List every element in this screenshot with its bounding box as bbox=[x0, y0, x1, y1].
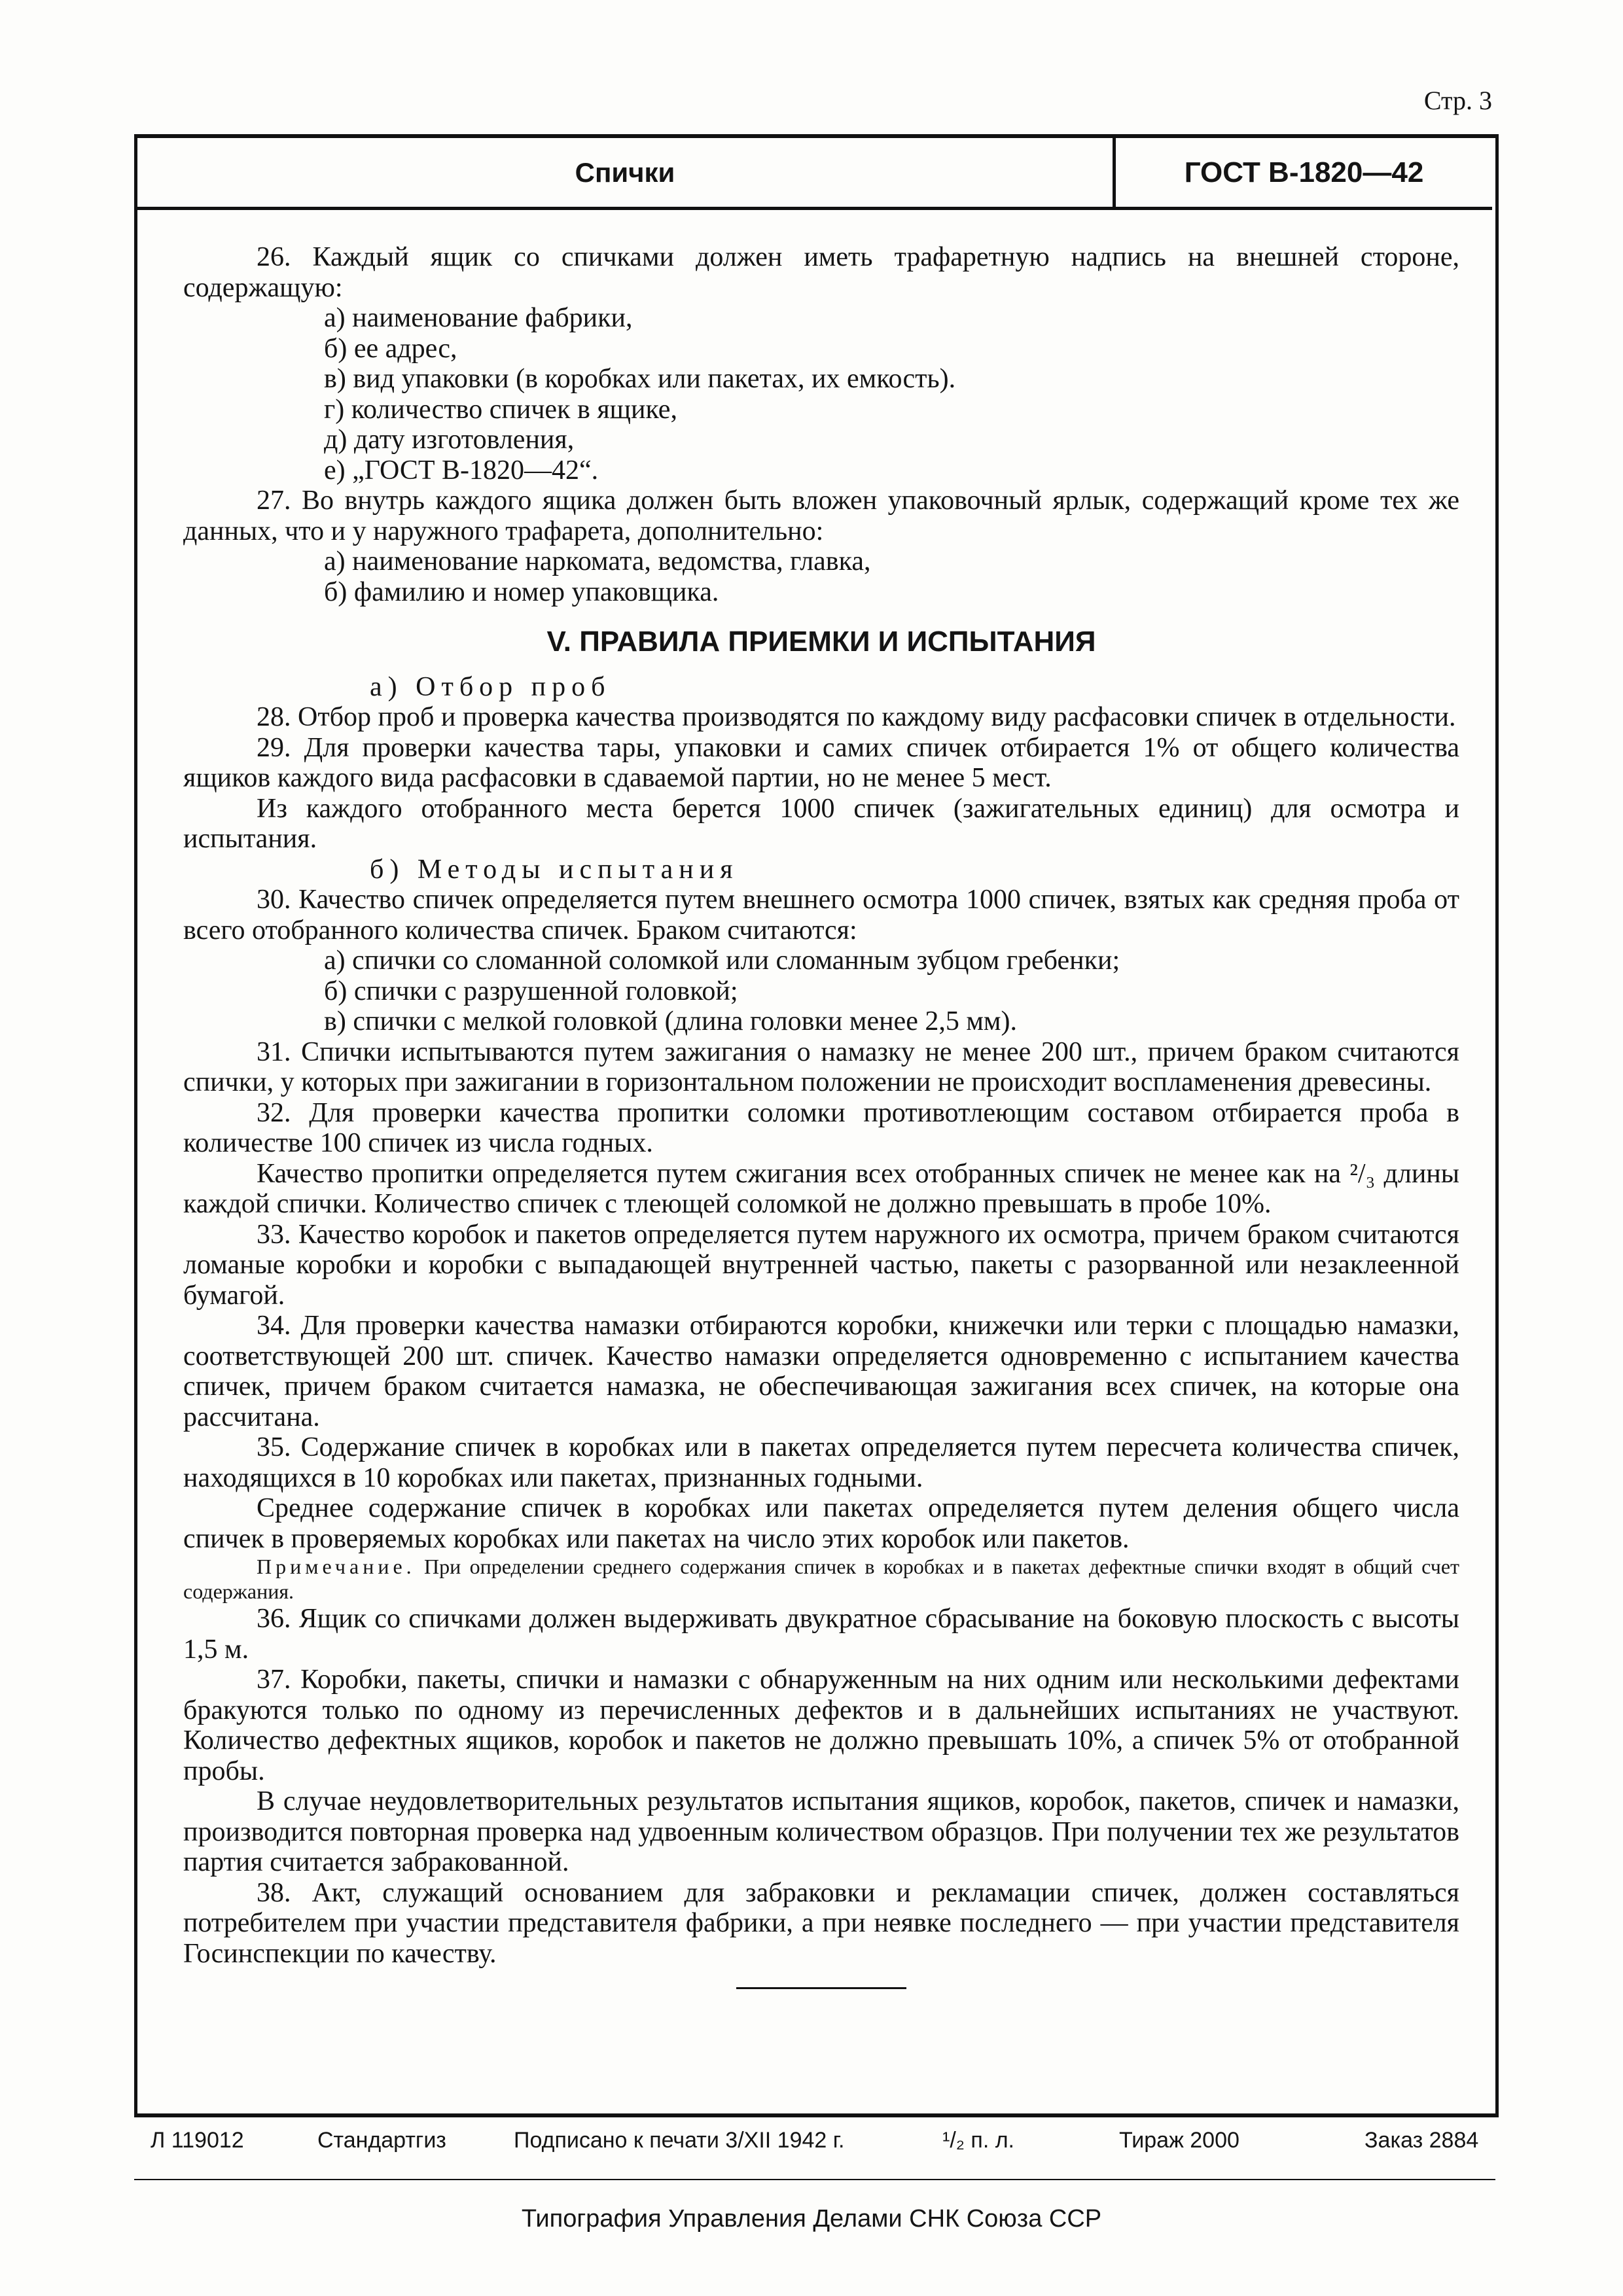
list-item: е) „ГОСТ В-1820—42“. bbox=[324, 455, 599, 486]
imprint-publisher: Стандартгиз bbox=[317, 2128, 446, 2153]
imprint-line bbox=[151, 2128, 1486, 2161]
imprint-order: Заказ 2884 bbox=[1364, 2128, 1479, 2153]
imprint-sheets: ¹/₂ п. л. bbox=[942, 2128, 1015, 2153]
list-item: б) ее адрес, bbox=[324, 333, 457, 364]
list-item: г) количество спичек в ящике, bbox=[324, 394, 677, 425]
paragraph: 30. Качество спичек определяется путем внешнего осмотра 1000 спичек, взятых как средняя проба от всего отобранного количества спичек. Браком считаются: bbox=[183, 885, 1459, 945]
note-label: Примечание. bbox=[257, 1555, 416, 1578]
footer-rule bbox=[134, 2113, 1495, 2117]
header-standard-code: ГОСТ В-1820—42 bbox=[1184, 156, 1424, 188]
paragraph: 33. Качество коробок и пакетов определяется путем наружного их осмотра, причем браком считаются ломаные коробки и коробки с выпадающей внутренней частью, пакеты с разорванной или незаклеенной бумагой. bbox=[183, 1219, 1459, 1311]
list-item: в) спички с мелкой головкой (длина головки менее 2,5 мм). bbox=[324, 1006, 1017, 1036]
list-item: д) дату изготовления, bbox=[324, 425, 575, 455]
imprint-code: Л 119012 bbox=[151, 2128, 244, 2153]
paragraph: 26. Каждый ящик со спичками должен иметь трафаретную надпись на внешней стороне, содержащую: bbox=[183, 242, 1459, 303]
final-paragraphs bbox=[183, 1604, 1459, 1969]
list-item: а) наименование наркомата, ведомства, главка, bbox=[324, 546, 871, 576]
paragraph: 37. Коробки, пакеты, спички и намазки с обнаруженным на них одним или несколькими дефектами бракуются только по одному из перечисленных дефектов и в дальнейших испытаниях не участвуют. Количество дефектных ящиков, коробок и пакетов не должно превышать 10%, а спичек 5% от отобранной пробы. bbox=[183, 1665, 1459, 1786]
note bbox=[183, 1554, 1459, 1604]
list-item: б) фамилию и номер упаковщика. bbox=[324, 576, 719, 607]
header-title: Спички bbox=[137, 138, 1116, 207]
paragraph: 29. Для проверки качества тары, упаковки и самих спичек отбирается 1% от общего количества ящиков каждого вида расфасовки в сдаваемой партии, но не менее 5 мест. bbox=[183, 732, 1459, 793]
list-item: а) спички со сломанной соломкой или сломанным зубцом гребенки; bbox=[324, 945, 1120, 976]
paragraph: 35. Содержание спичек в коробках или в пакетах определяется путем пересчета количества спичек, находящихся в 10 коробках или пакетах, признанных годными. bbox=[183, 1432, 1459, 1493]
paragraph: 34. Для проверки качества намазки отбираются коробки, книжечки или терки с площадью намазки, соответствующей 200 шт. спичек. Качество намазки определяется одновременно с испытанием качества спичек, причем браком считается намазка, не обеспечивающая зажигания всех спичек, на которые она рассчитана. bbox=[183, 1311, 1459, 1432]
printer-line: Типография Управления Делами СНК Союза ССР bbox=[521, 2205, 1102, 2233]
imprint-signed-date: Подписано к печати 3/XII 1942 г. bbox=[514, 2128, 845, 2153]
document-body bbox=[183, 242, 1459, 1989]
paragraph: 36. Ящик со спичками должен выдерживать двукратное сбрасывание на боковую плоскость с высоты 1,5 м. bbox=[183, 1604, 1459, 1665]
test-method-paragraphs bbox=[183, 885, 1459, 1554]
paragraph: Среднее содержание спичек в коробках или пакетах определяется путем деления общего числа спичек в проверяемых коробках или пакетах на число этих коробок или пакетов. bbox=[183, 1493, 1459, 1554]
paragraph: 27. Во внутрь каждого ящика должен быть вложен упаковочный ярлык, содержащий кроме тех же данных, что и у наружного трафарета, дополнительно: bbox=[183, 486, 1459, 546]
list-item: а) наименование фабрики, bbox=[324, 303, 633, 333]
paragraph: 38. Акт, служащий основанием для забраковки и рекламации спичек, должен составляться потребителем при участии представителя фабрики, а при неявке последнего — при участии представителя Госинспекции по качеству. bbox=[183, 1877, 1459, 1969]
section-title: V. ПРАВИЛА ПРИЕМКИ И ИСПЫТАНИЯ bbox=[546, 626, 1096, 658]
paragraph: 32. Для проверки качества пропитки соломки противотлеющим составом отбирается проба в количестве 100 спичек из числа годных. bbox=[183, 1097, 1459, 1158]
paragraph: Качество пропитки определяется путем сжигания всех отобранных спичек не менее как на ²/₃ длины каждой спички. Количество спичек с тлеющей соломкой не должно превышать в пробе 10%. bbox=[183, 1158, 1459, 1219]
subheading-sampling: а) Отбор проб bbox=[370, 671, 611, 702]
body-paragraphs bbox=[183, 242, 1459, 607]
paragraph: В случае неудовлетворительных результатов испытания ящиков, коробок, пакетов, спичек и намазки, производится повторная проверка над удвоенным количеством образцов. При получении тех же результатов партия считается забракованной. bbox=[183, 1786, 1459, 1877]
subheading-test-methods: б) Методы испытания bbox=[370, 854, 739, 885]
imprint-print-run: Тираж 2000 bbox=[1119, 2128, 1240, 2153]
paragraph: 28. Отбор проб и проверка качества производятся по каждому виду расфасовки спичек в отдельности. bbox=[257, 702, 1456, 732]
list-item: в) вид упаковки (в коробках или пакетах, их емкость). bbox=[324, 364, 956, 394]
sampling-paragraphs bbox=[183, 702, 1459, 855]
paragraph: Из каждого отобранного места берется 1000 спичек (зажигательных единиц) для осмотра и испытания. bbox=[183, 793, 1459, 854]
standard-header bbox=[137, 138, 1492, 210]
page-number: Стр. 3 bbox=[1423, 86, 1492, 115]
list-item: б) спички с разрушенной головкой; bbox=[324, 976, 738, 1006]
paragraph: 31. Спички испытываются путем зажигания о намазку не менее 200 шт., причем браком считаются спички, у которых при зажигании в горизонтальном положении не происходит воспламенения древесины. bbox=[183, 1036, 1459, 1097]
imprint-underline bbox=[134, 2179, 1495, 2180]
note-text: При определении среднего содержания спичек в коробках и в пакетах дефектные спички входят в общий счет содержания. bbox=[183, 1555, 1460, 1603]
end-rule bbox=[736, 1987, 906, 1989]
